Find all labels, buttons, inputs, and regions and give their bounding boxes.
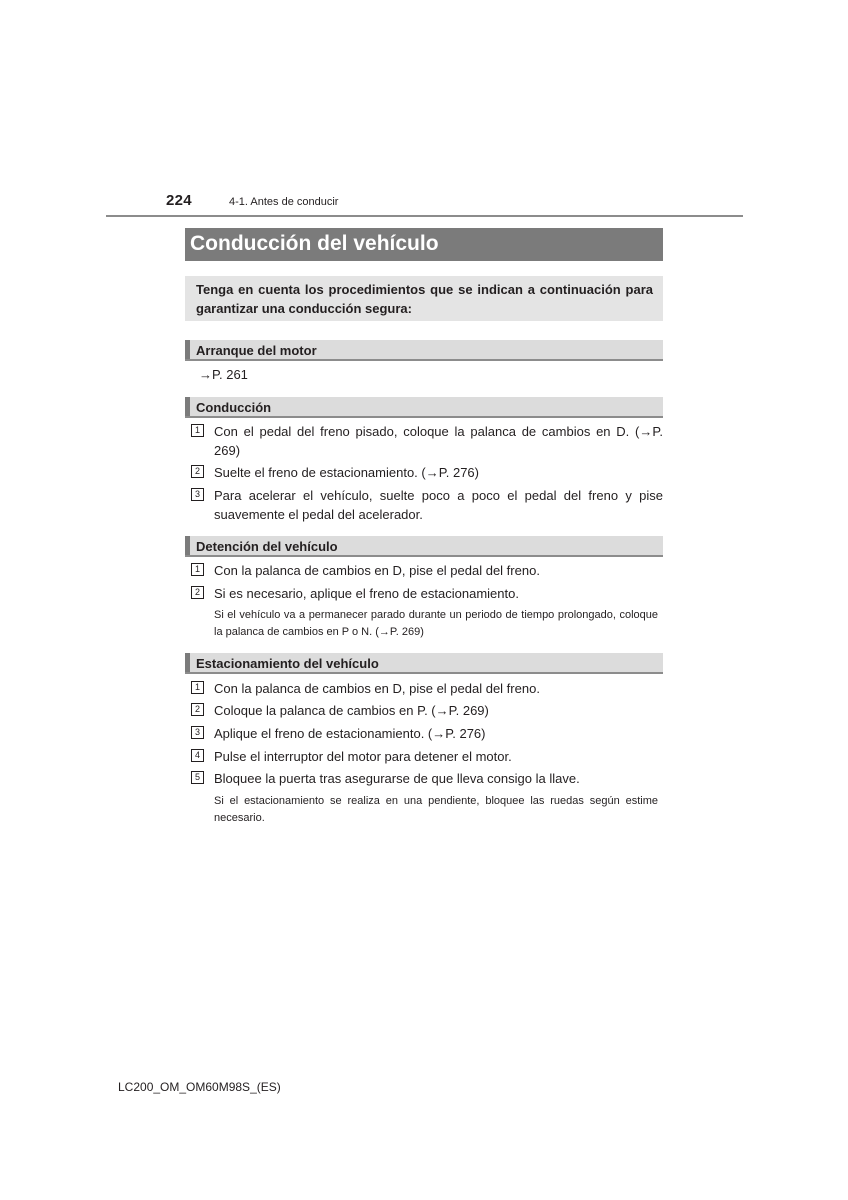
step-text: Suelte el freno de estacionamiento. (→P. 276) (214, 465, 479, 480)
step-text: Coloque la palanca de cambios en P. (→P. 269) (214, 703, 489, 718)
document-code: LC200_OM_OM60M98S_(ES) (118, 1080, 281, 1094)
step-number: 2 (191, 586, 204, 599)
step-number: 1 (191, 424, 204, 437)
step-text: Si es necesario, aplique el freno de estacionamiento. (214, 586, 519, 601)
step-number: 1 (191, 563, 204, 576)
step-item (191, 679, 663, 698)
step-text: Para acelerar el vehículo, suelte poco a poco el pedal del freno y pise suavemente el pedal del acelerador. (214, 488, 663, 522)
step-text: Bloquee la puerta tras asegurarse de que lleva consigo la llave. (214, 771, 580, 786)
section-heading-conduccion: Conducción (185, 397, 663, 418)
step-item (191, 584, 663, 603)
step-number: 1 (191, 681, 204, 694)
section-label: 4-1. Antes de conducir (229, 196, 339, 208)
page-title: Conducción del vehículo (185, 228, 663, 261)
step-number: 4 (191, 749, 204, 762)
section-heading-detencion: Detención del vehículo (185, 536, 663, 557)
note-text: Si el vehículo va a permanecer parado durante un periodo de tiempo prolongado, coloque la palanca de cambios en P o N. (→P. 269) (214, 609, 658, 638)
note-text: Si el estacionamiento se realiza en una pendiente, bloquee las ruedas según estime necesario. (214, 795, 658, 824)
step-item (191, 701, 663, 720)
section-heading-arranque: Arranque del motor (185, 340, 663, 361)
step-item (191, 561, 663, 580)
intro-box: Tenga en cuenta los procedimientos que se indican a continuación para garantizar una conducción segura: (185, 276, 663, 321)
step-text: Con la palanca de cambios en D, pise el pedal del freno. (214, 563, 540, 578)
step-text: Con la palanca de cambios en D, pise el pedal del freno. (214, 681, 540, 696)
step-text: Pulse el interruptor del motor para detener el motor. (214, 749, 512, 764)
step-number: 3 (191, 726, 204, 739)
step-number: 5 (191, 771, 204, 784)
section-heading-estacionamiento: Estacionamiento del vehículo (185, 653, 663, 674)
step-number: 2 (191, 465, 204, 478)
step-text: Con el pedal del freno pisado, coloque la palanca de cambios en D. (→P. 269) (214, 424, 663, 458)
step-item (191, 747, 663, 766)
step-item (191, 724, 663, 743)
header-rule (106, 215, 743, 217)
step-number: 3 (191, 488, 204, 501)
step-text: Aplique el freno de estacionamiento. (→P. 276) (214, 726, 486, 741)
page-reference: →P. 261 (199, 367, 248, 382)
step-item (191, 422, 663, 460)
step-item (191, 486, 663, 524)
step-item (191, 463, 663, 482)
page-number: 224 (166, 192, 192, 209)
step-item (191, 769, 663, 788)
step-number: 2 (191, 703, 204, 716)
